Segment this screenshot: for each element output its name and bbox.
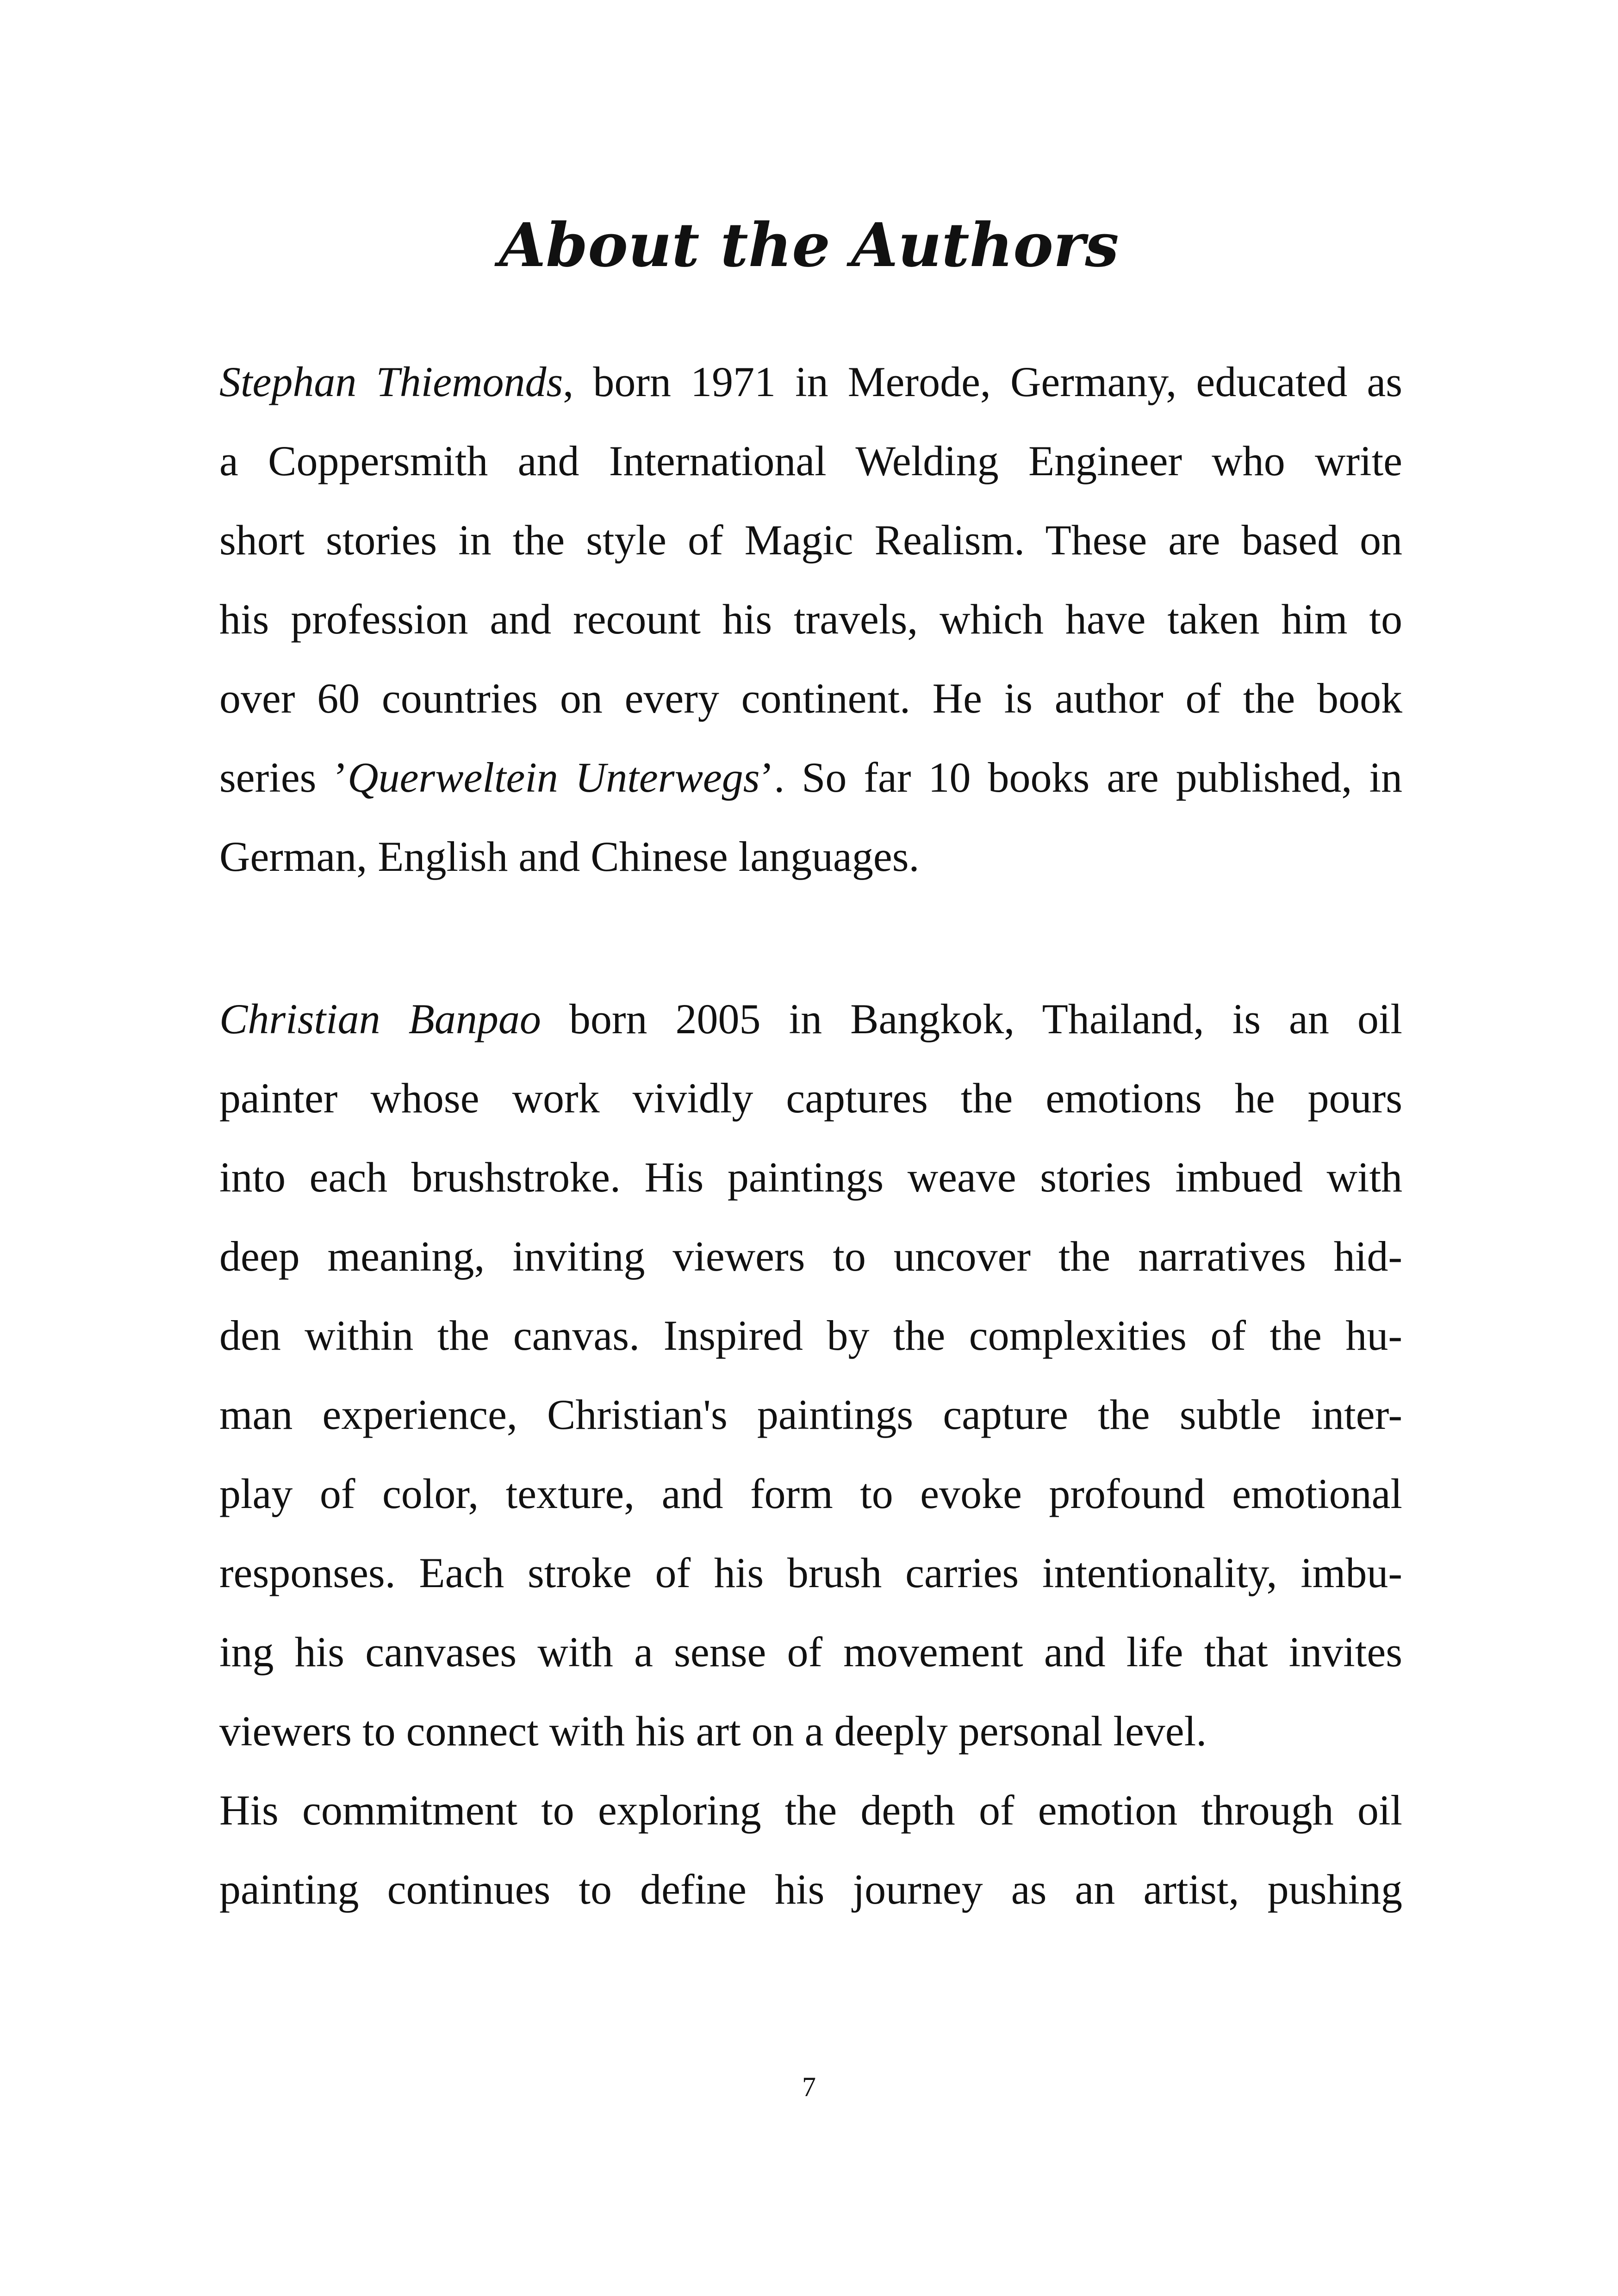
page-number: 7 bbox=[802, 2072, 816, 2102]
bio-line: over 60 countries on every continent. He is author of the book bbox=[219, 675, 1402, 722]
page-title: About the Authors bbox=[499, 210, 1119, 280]
bio-line: his profession and recount his travels, which have taken him to bbox=[219, 596, 1402, 643]
bio-line: deep meaning, inviting viewers to uncover the narratives hid- bbox=[219, 1233, 1402, 1280]
bio-line: viewers to connect with his art on a deeply personal level. bbox=[219, 1707, 1207, 1755]
book-series-title: Querweltein Unterwegs bbox=[348, 754, 760, 801]
bio-line: painting continues to define his journey as an artist, pushing bbox=[219, 1866, 1402, 1913]
author-bio-stephan bbox=[219, 342, 1402, 896]
bio-line: His commitment to exploring the depth of emotion through oil bbox=[219, 1787, 1402, 1834]
bio-line: short stories in the style of Magic Realism. These are based on bbox=[219, 516, 1402, 564]
bio-line: ing his canvases with a sense of movement and life that invites bbox=[219, 1628, 1402, 1675]
bio-line: responses. Each stroke of his brush carries intentionality, imbu- bbox=[219, 1549, 1402, 1596]
author-bio-christian bbox=[219, 980, 1402, 1771]
bio-line: den within the canvas. Inspired by the complexities of the hu- bbox=[219, 1312, 1402, 1359]
author-name: Christian Banpao bbox=[219, 995, 541, 1043]
bio-line: Christian Banpao born 2005 in Bangkok, Thailand, is an oil bbox=[219, 995, 1402, 1043]
bio-line: into each brushstroke. His paintings weave stories imbued with bbox=[219, 1154, 1402, 1201]
bio-line: German, English and Chinese languages. bbox=[219, 833, 920, 880]
bio-line: a Coppersmith and International Welding Engineer who write bbox=[219, 437, 1402, 484]
author-bio-christian-continued bbox=[219, 1771, 1402, 1929]
author-name: Stephan Thiemonds bbox=[219, 358, 563, 405]
bio-line: series ’Querweltein Unterwegs’. So far 10 books are published, in bbox=[219, 754, 1402, 801]
bio-line: play of color, texture, and form to evoke profound emotional bbox=[219, 1470, 1402, 1517]
bio-line: Stephan Thiemonds, born 1971 in Merode, Germany, educated as bbox=[219, 358, 1402, 405]
bio-line: man experience, Christian's paintings capture the subtle inter- bbox=[219, 1391, 1402, 1438]
bio-line: painter whose work vividly captures the emotions he pours bbox=[219, 1074, 1402, 1122]
